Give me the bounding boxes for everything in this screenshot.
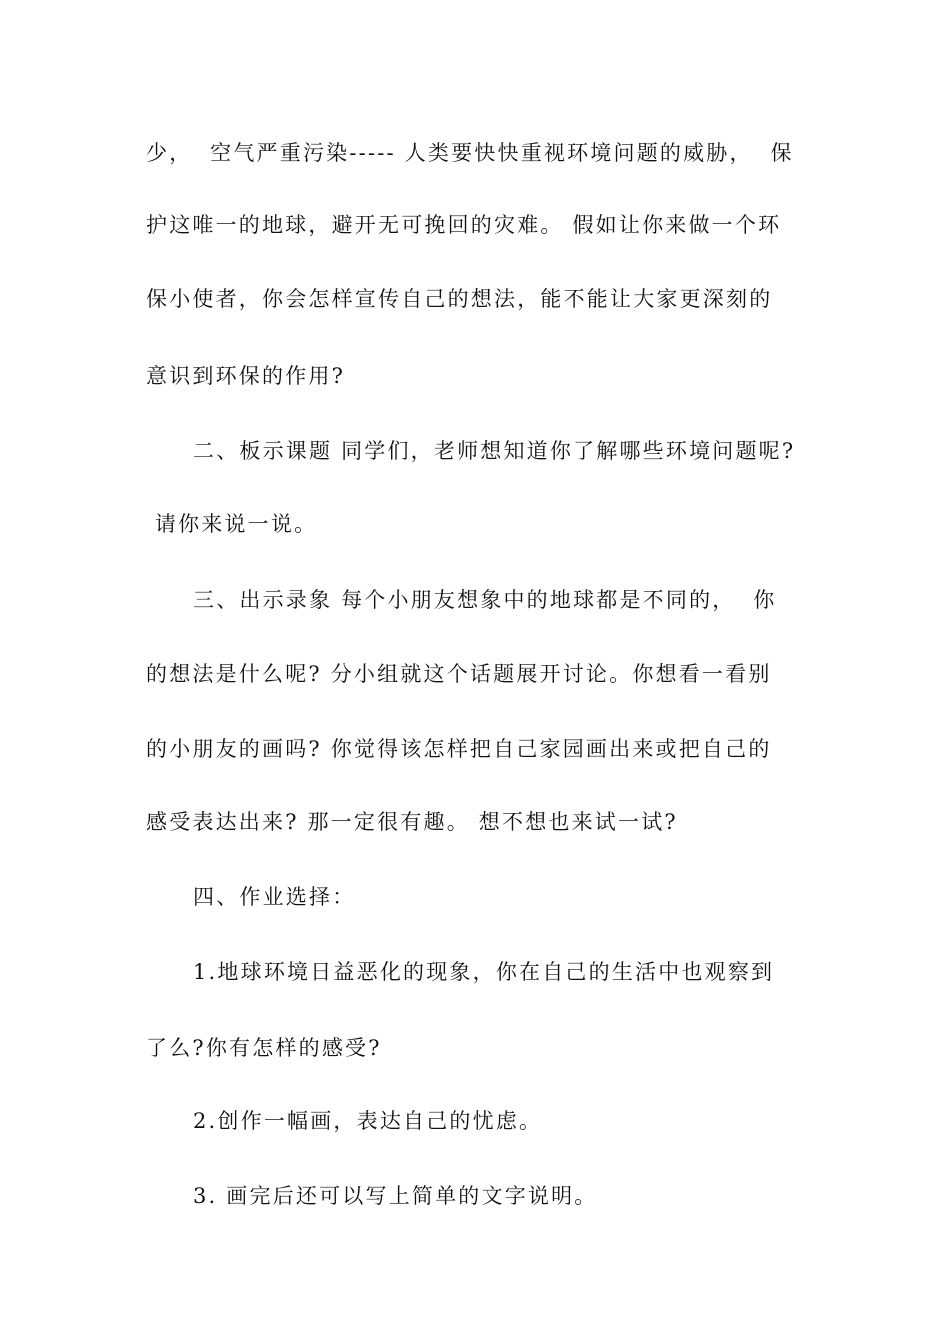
text-line: 的想法是什么呢? 分小组就这个话题展开讨论。你想看一看别: [146, 662, 772, 686]
text-line: 1.地球环境日益恶化的现象，你在自己的生活中也观察到: [193, 960, 775, 984]
text-line: 请你来说一说。: [146, 512, 318, 536]
text-line: 意识到环保的作用?: [146, 364, 346, 388]
text-line: 保小使者，你会怎样宣传自己的想法，能不能让大家更深刻的: [146, 287, 773, 311]
text-line: 四、作业选择：: [193, 885, 356, 909]
text-line: 的小朋友的画吗? 你觉得该怎样把自己家园画出来或把自己的: [146, 737, 772, 761]
text-line: 2.创作一幅画，表达自己的忧虑。: [193, 1109, 543, 1133]
text-line: 护这唯一的地球，避开无可挽回的灾难。 假如让你来做一个环: [146, 213, 782, 237]
text-line: 少， 空气严重污染----- 人类要快快重视环境问题的威胁， 保: [146, 141, 794, 165]
text-line: 3. 画完后还可以写上简单的文字说明。: [193, 1184, 598, 1208]
text-line: 二、板示课题 同学们，老师想知道你了解哪些环境问题呢?: [193, 439, 796, 463]
text-line: 三、出示录象 每个小朋友想象中的地球都是不同的， 你: [193, 588, 777, 612]
text-line: 了么?你有怎样的感受?: [146, 1036, 382, 1060]
text-line: 感受表达出来? 那一定很有趣。 想不想也来试一试?: [146, 810, 678, 834]
